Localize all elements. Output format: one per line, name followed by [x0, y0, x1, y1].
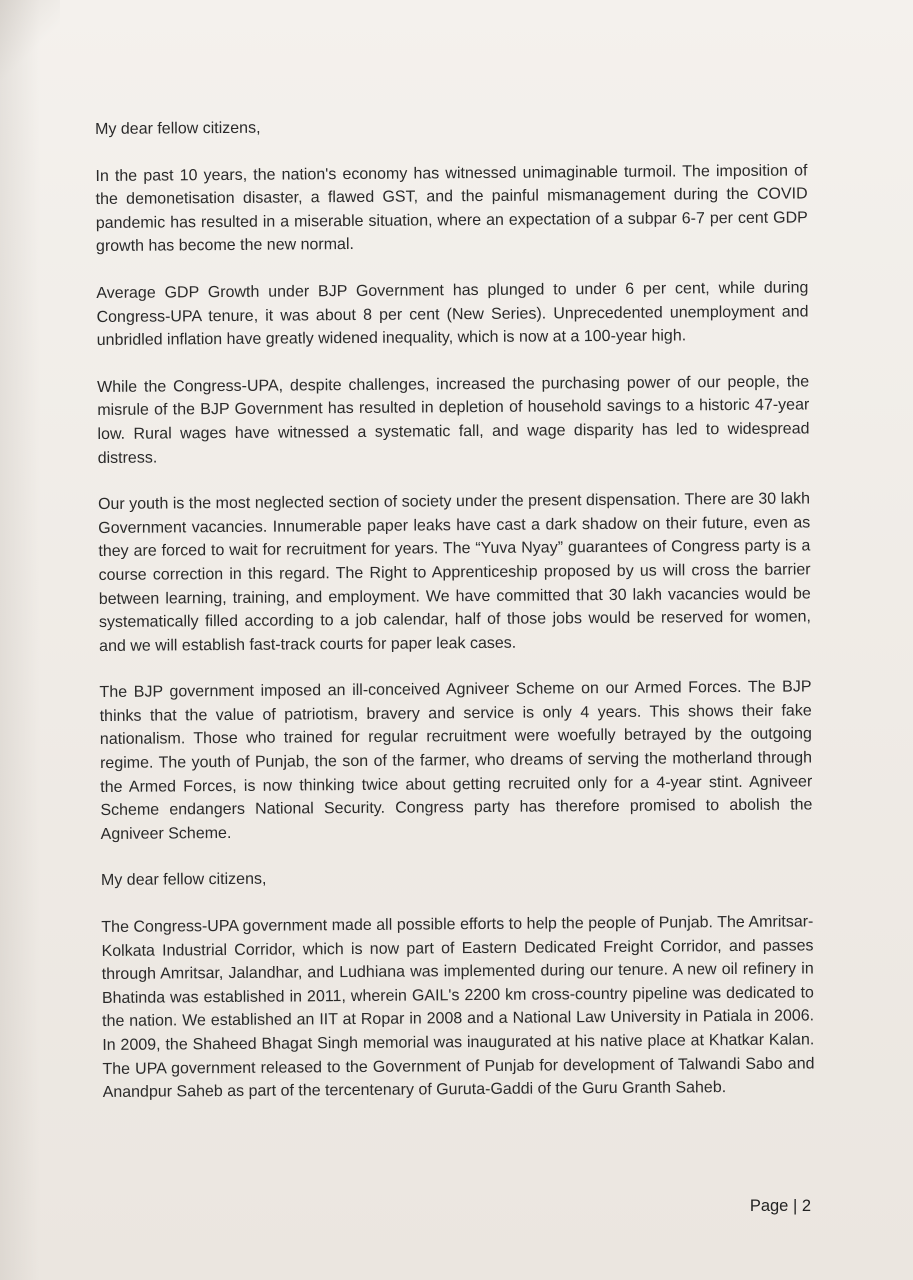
page-shadow — [0, 0, 40, 1280]
paragraph-economy: In the past 10 years, the nation's economy has witnessed unimaginable turmoil. The imposition of the demonetisation disaster, a flawed GST, and the painful mismanagement during the COVID pandemic has resulted in a miserable situation, where an expectation of a subpar 6-7 per cent GDP growth has become the new normal. — [95, 162, 808, 256]
paragraph-savings: While the Congress-UPA, despite challenges, increased the purchasing power of our people, the misrule of the BJP Government has resulted in depletion of household savings to a historic 47-year low. Rural wages have witnessed a systematic fall, and wage disparity has led to widespread distress. — [97, 373, 810, 467]
salutation: My dear fellow citizens, — [100, 871, 267, 890]
paragraph-gdp: Average GDP Growth under BJP Government has plunged to under 6 per cent, while during Congress-UPA tenure, it was about 8 per cent (New Series). Unprecedented unemployment and unbridled inflation have greatly widened inequality, which is now at a 100-year high. — [96, 279, 809, 350]
page-number: Page | 2 — [749, 1197, 811, 1215]
salutation: My dear fellow citizens, — [95, 119, 261, 138]
paragraph-punjab: The Congress-UPA government made all possible efforts to help the people of Punjab. The Amritsar-Kolkata Industrial Corridor, which is now part of Eastern Dedicated Freight Corridor, and passes through Amritsar, Jalandhar, and Ludhiana was implemented during our tenure. A new oil refinery in Bhatinda was established in 2011, wherein GAIL's 2200 km cross-country pipeline was dedicated to the nation. We established an IIT at Ropar in 2008 and a National Law University in Patiala in 2006. In 2009, the Shaheed Bhagat Singh memorial was inaugurated at his native place at Khatkar Kalan. The UPA government released to the Government of Punjab for development of Talwandi Sabo and Anandpur Saheb as part of the tercentenary of Guruta-Gaddi of the Guru Granth Saheb. — [101, 913, 815, 1102]
paragraph-youth: Our youth is the most neglected section of society under the present dispensation. There are 30 lakh Government vacancies. Innumerable paper leaks have cast a dark shadow on their future, even as they are forced to wait for recruitment for years. The “Yuva Nyay” guarantees of Congress party is a course correction in this regard. The Right to Apprenticeship proposed by us will cross the barrier between learning, training, and employment. We have committed that 30 lakh vacancies would be systematically filled according to a job calendar, half of those jobs would be reserved for women, and we will establish fast-track courts for paper leak cases. — [97, 490, 812, 655]
page-fold — [0, 0, 60, 80]
paragraph-agniveer: The BJP government imposed an ill-conceived Agniveer Scheme on our Armed Forces. The BJP thinks that the value of patriotism, bravery and service is only 4 years. This shows their fake nationalism. Those who trained for regular recruitment were woefully betrayed by the outgoing regime. The youth of Punjab, the son of the farmer, who dreams of serving the motherland through the Armed Forces, is now thinking twice about getting recruited only for a 4-year stint. Agniveer Scheme endangers National Security. Congress party has therefore promised to abolish the Agniveer Scheme. — [99, 678, 813, 843]
letter-body — [95, 112, 815, 1127]
